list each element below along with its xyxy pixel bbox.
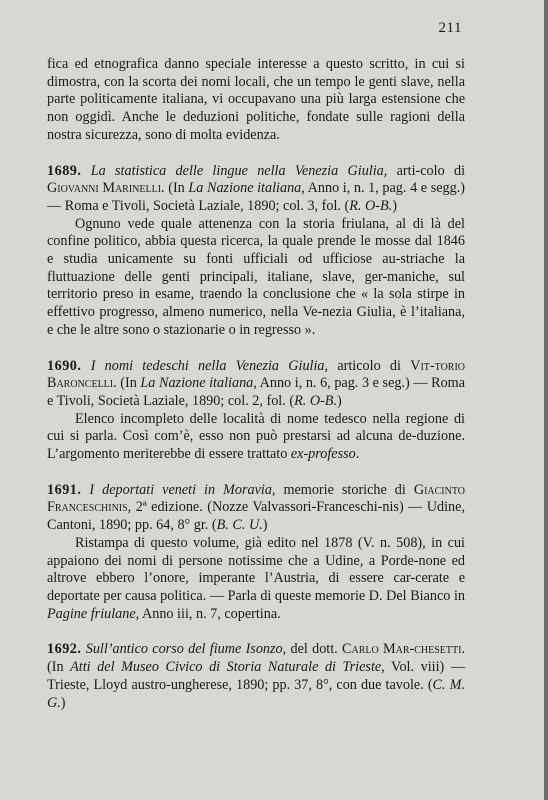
entry-byline: articolo di: [328, 357, 411, 374]
entry-number: 1691.: [47, 481, 82, 498]
intro-paragraph: fica ed etnografica danno speciale interesse a questo scritto, in cui si dimostra, con la scorta dei nomi locali, che un tempo le genti slave, nella parte politicamente italiana, vi occupavano una più larga estensione che non oggidì. Anche le deduzioni politiche, fondate sulle ragioni della nostra sicurezza, sono di molta evidenza.: [47, 56, 465, 143]
entry-publication: (In: [116, 375, 141, 392]
entry-publication: (In: [47, 659, 71, 676]
annotation-italic: Pagine friulane,: [47, 605, 140, 622]
entry-title: I deportati veneti in Moravia,: [89, 481, 276, 498]
entry-author: Giacinto Franceschinis,: [47, 481, 465, 516]
entry-number: 1689.: [47, 162, 82, 179]
entry-title: La statistica delle lingue nella Venezia Giulia,: [90, 162, 388, 179]
bibliography-entry: [47, 482, 465, 624]
annotation-text: Ristampa di questo volume, già edito nel 1878 (V. n. 508), in cui appaiono dei nomi di persone notissime che a Udine, a Porde-none ed altrove ebbero l’onore, imperante l’Austria, di essere car-cerate e deportate per causa politica. — Parla di queste memorie D. Del Bianco in: [47, 534, 465, 604]
annotation-italic: ex-professo: [290, 446, 356, 463]
entry-heading: [47, 641, 465, 712]
bibliography-entry: [47, 163, 465, 340]
entry-byline: arti-colo di: [387, 162, 466, 179]
entry-title: I nomi tedeschi nella Venezia Giulia,: [90, 357, 329, 374]
annotation-text: Elenco incompleto delle località di nome tedesco nella regione di cui si parla. Così com’è, esso non può prestarsi ad alcuna de-duzione. L’argomento meriterebbe di essere trattato: [47, 410, 465, 463]
entry-close: ): [392, 197, 397, 214]
annotation-end: .: [355, 446, 360, 463]
entry-publication-details: Vol. viii) — Trieste, Lloyd austro-ungherese, 1890; pp. 37, 8°, con due tavole. (: [47, 659, 466, 693]
entry-author: Carlo Mar-chesetti.: [342, 641, 466, 658]
page-number: 211: [438, 20, 462, 36]
entry-heading: [47, 163, 465, 216]
entry-heading: [47, 482, 465, 535]
page-body: [47, 56, 465, 712]
entry-annotation: [47, 411, 465, 464]
entry-sigla: C. M. G.: [47, 676, 465, 711]
entry-close: ): [262, 517, 268, 534]
page-edge-shadow: [544, 0, 548, 800]
entry-journal: La Nazione italiana,: [140, 375, 257, 392]
entry-publication-details: 2ª edizione. (Nozze Valvassori-Franceschi-nis) — Udine, Cantoni, 1890; pp. 64, 8° gr. (: [47, 499, 465, 534]
entry-number: 1690.: [47, 357, 82, 374]
entry-byline: memorie storiche di: [275, 481, 414, 498]
entry-close: ): [60, 694, 66, 711]
entry-author: Vit-torio Baroncelli.: [47, 357, 466, 392]
bibliography-entry: [47, 358, 465, 464]
entry-number: 1692.: [47, 641, 82, 658]
entry-publication: (In: [164, 180, 189, 197]
entry-heading: [47, 358, 465, 411]
entry-close: ): [337, 392, 342, 409]
entry-sigla: R. O-B.: [294, 392, 338, 409]
entry-sigla: B. C. U.: [216, 517, 263, 534]
entry-byline: del dott.: [286, 641, 343, 658]
entry-title: Sull’antico corso del fiume Isonzo,: [85, 641, 287, 658]
entry-journal: La Nazione italiana,: [188, 180, 305, 197]
entry-publication-details: Anno i, n. 6, pag. 3 e seg.) — Roma e Tivoli, Società Laziale, 1890; col. 2, fol. (: [47, 375, 466, 409]
entry-sigla: R. O-B.: [349, 197, 393, 214]
bibliography-entry: [47, 641, 465, 712]
entry-author: Giovanni Marinelli.: [47, 180, 165, 197]
entry-annotation: Ognuno vede quale attenenza con la storia friulana, al di là del confine politico, abbia questa ricerca, la quale prende le mosse dal 1846 e studia unicamente su fonti ufficiali od ufficiose au-striache la fluttuazione delle genti principali, italiane, slave, ger-maniche, sul territorio preso in esame, traendo la conclusione che « la sola stirpe in effettivo progresso, almeno numerico, nella Ve-nezia Giulia, è l’italiana, e che le altre sono o stazionarie o in regresso ».: [47, 215, 465, 338]
entry-journal: Atti del Museo Civico di Storia Naturale di Trieste,: [70, 659, 385, 676]
annotation-end: Anno iii, n. 7, copertina.: [139, 605, 281, 622]
entry-publication-details: Anno i, n. 1, pag. 4 e segg.) — Roma e Tivoli, Società Laziale, 1890; col. 3, fol. (: [47, 180, 465, 214]
entry-annotation: [47, 535, 465, 624]
